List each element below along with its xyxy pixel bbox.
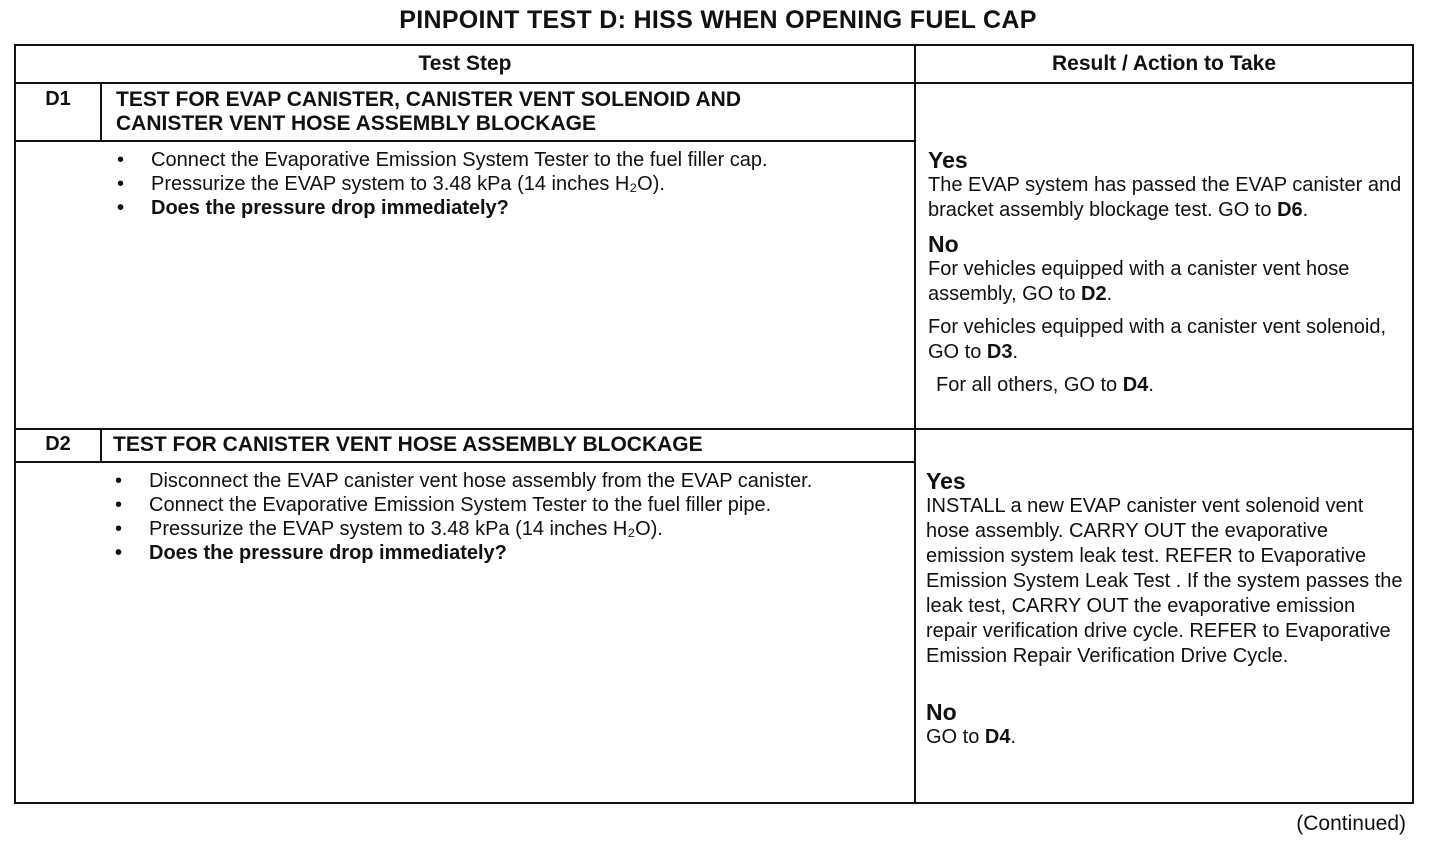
- yes-text: INSTALL a new EVAP canister vent solenoid vent hose assembly. CARRY OUT the evaporative emission system leak test. REFER to Evaporative Emission System Leak Test . If the system passes the leak test, CARRY OUT the evaporative emission repair verification drive cycle. REFER to Evaporative Emission Repair Verification Drive Cycle.: [926, 495, 1403, 667]
- continued-note: (Continued): [1296, 812, 1406, 835]
- no-text: GO to D4.: [926, 726, 1017, 748]
- instruction-item: • Disconnect the EVAP canister vent hose assembly from the EVAP canister.: [115, 469, 845, 493]
- no-label: No: [928, 231, 959, 257]
- instruction-item: • Connect the Evaporative Emission System Tester to the fuel filler cap.: [117, 148, 847, 172]
- result-header: Result / Action to Take: [1051, 52, 1277, 75]
- instruction-item: • Pressurize the EVAP system to 3.48 kPa (14 inches H₂O).: [117, 172, 847, 196]
- yes-label: Yes: [928, 147, 968, 173]
- no-text: For vehicles equipped with a canister vent hose assembly, GO to D2.: [928, 258, 1350, 305]
- step-instructions: [117, 148, 847, 220]
- instruction-item: • Pressurize the EVAP system to 3.48 kPa (14 inches H₂O).: [115, 517, 845, 541]
- no-text: For vehicles equipped with a canister vent solenoid, GO to D3.: [928, 316, 1387, 363]
- d2-id-divider: [100, 428, 102, 461]
- step-id: D1: [45, 88, 71, 110]
- no-text: For all others, GO to D4.: [936, 374, 1154, 396]
- step-result: [928, 147, 1408, 398]
- step-title: TEST FOR CANISTER VENT HOSE ASSEMBLY BLOCKAGE: [113, 433, 703, 456]
- d1-title-divider: [14, 140, 914, 142]
- instruction-question: • Does the pressure drop immediately?: [115, 541, 845, 565]
- d1-d2-divider: [14, 428, 1414, 430]
- page-title: PINPOINT TEST D: HISS WHEN OPENING FUEL CAP: [399, 6, 1037, 34]
- d2-title-divider: [14, 461, 914, 463]
- test-step-header: Test Step: [418, 52, 512, 75]
- instruction-item: • Connect the Evaporative Emission System Tester to the fuel filler pipe.: [115, 493, 845, 517]
- step-title: TEST FOR EVAP CANISTER, CANISTER VENT SOLENOID AND CANISTER VENT HOSE ASSEMBLY BLOCKAGE: [116, 88, 741, 135]
- d1-id-divider: [100, 82, 102, 140]
- yes-text: The EVAP system has passed the EVAP canister and bracket assembly blockage test. GO to D6.: [928, 174, 1402, 221]
- step-id: D2: [45, 433, 71, 455]
- no-label: No: [926, 699, 957, 725]
- column-divider: [914, 44, 916, 804]
- instruction-question: • Does the pressure drop immediately?: [117, 196, 847, 220]
- step-result: [926, 468, 1410, 750]
- yes-label: Yes: [926, 468, 966, 494]
- step-instructions: [115, 469, 845, 565]
- header-divider: [14, 82, 1414, 84]
